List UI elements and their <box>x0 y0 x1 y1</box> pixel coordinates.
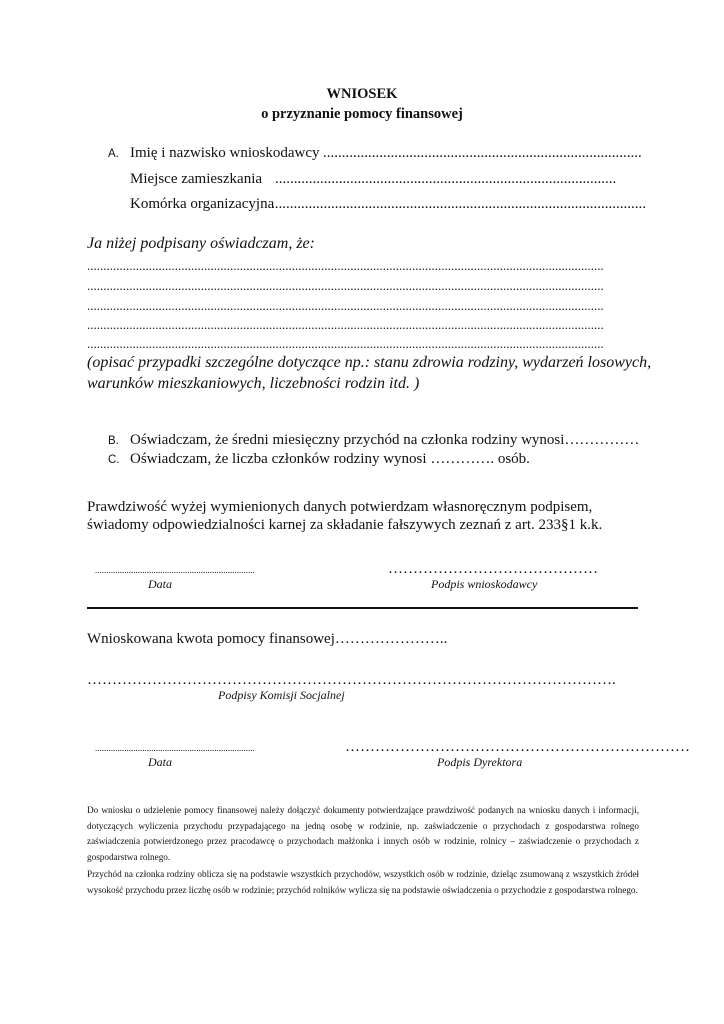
section-divider <box>87 607 638 609</box>
director-signature-label: Podpis Dyrektora <box>437 755 523 769</box>
director-date-label: Data <box>148 755 172 769</box>
applicant-name-label: Imię i nazwisko wnioskodawcy <box>130 145 320 161</box>
attestation-line-continued: świadomy odpowiedzialności karnej za składanie fałszywych zeznań z art. 233§1 k.k. <box>87 517 603 533</box>
declaration-hint-continued: warunków mieszkaniowych, liczebności rodzin itd. ) <box>87 375 420 392</box>
applicant-name-field[interactable]: ..................................................................................... <box>323 145 642 161</box>
section-c-letter: C. <box>108 454 120 466</box>
declaration-line[interactable]: ............................................................................................................................................................... <box>87 336 604 351</box>
attestation-line: Prawdziwość wyżej wymienionych danych potwierdzam własnoręcznym podpisem, <box>87 499 593 515</box>
section-b-letter: B. <box>108 435 119 447</box>
declaration-line[interactable]: ............................................................................................................................................................... <box>87 258 604 273</box>
document-title: WNIOSEK <box>326 86 398 102</box>
residence-field[interactable]: ........................................................................................... <box>275 171 617 187</box>
applicant-date-label: Data <box>148 577 172 591</box>
director-signature-field[interactable]: …………………………………………………………… <box>345 739 690 755</box>
commission-signatures-label: Podpisy Komisji Socjalnej <box>218 688 345 702</box>
declaration-line[interactable]: ............................................................................................................................................................... <box>87 278 604 293</box>
declaration-hint: (opisać przypadki szczególne dotyczące np.: stanu zdrowia rodziny, wydarzeń losowych, <box>87 354 652 371</box>
applicant-signature-field[interactable]: …………………………………… <box>388 561 598 577</box>
note-attachments: Do wniosku o udzielenie pomocy finansowej należy dołączyć dokumenty potwierdzające prawdziwość podanych na wniosku danych i informacji, dotyczących wyliczenia przychodu przypadającego na jedną osobę w rodzinie, np. zaświadczenie o przychodach z gospodarstwa rolnego zaświadczenia potwierdzonego przez pracodawcę o przychodach małżonka i innych osób w rodzinie, rolnicy – zaświadczenie o przychodach z gospodarstwa rolnego. <box>87 805 639 862</box>
note-income-calculation: Przychód na członka rodziny oblicza się na podstawie wszystkich przychodów, wszystkich osób w rodzinie, dzieląc zsumowaną z wszystkich źródeł wysokość przychodu przez liczbę osób w rodzinie; przychód rolników wylicza się na podstawie oświadczenia o przychodzie z gospodarstwa rolnego. <box>87 869 639 895</box>
commission-signatures-field[interactable]: ……………………………………………………………………………………………. <box>87 672 616 688</box>
residence-label: Miejsce zamieszkania <box>130 171 263 187</box>
document-subtitle: o przyznanie pomocy finansowej <box>261 106 463 122</box>
family-size-statement[interactable]: Oświadczam, że liczba członków rodziny wynosi …………. osób. <box>130 451 530 467</box>
unit-field[interactable]: .................................................................................................... <box>271 196 646 212</box>
section-a-letter: A. <box>108 148 119 160</box>
declaration-line[interactable]: ............................................................................................................................................................... <box>87 317 604 332</box>
unit-label: Komórka organizacyjna <box>130 196 275 212</box>
declaration-line[interactable]: ............................................................................................................................................................... <box>87 298 604 313</box>
applicant-date-field[interactable]: ....................................................................... <box>95 565 255 575</box>
director-date-field[interactable]: ....................................................................... <box>95 743 255 753</box>
declaration-heading: Ja niżej podpisany oświadczam, że: <box>87 235 315 252</box>
applicant-signature-label: Podpis wnioskodawcy <box>431 577 538 591</box>
income-statement[interactable]: Oświadczam, że średni miesięczny przychód na członka rodziny wynosi…………… <box>130 432 640 448</box>
requested-amount-field[interactable]: Wnioskowana kwota pomocy finansowej………………….. <box>87 631 448 647</box>
